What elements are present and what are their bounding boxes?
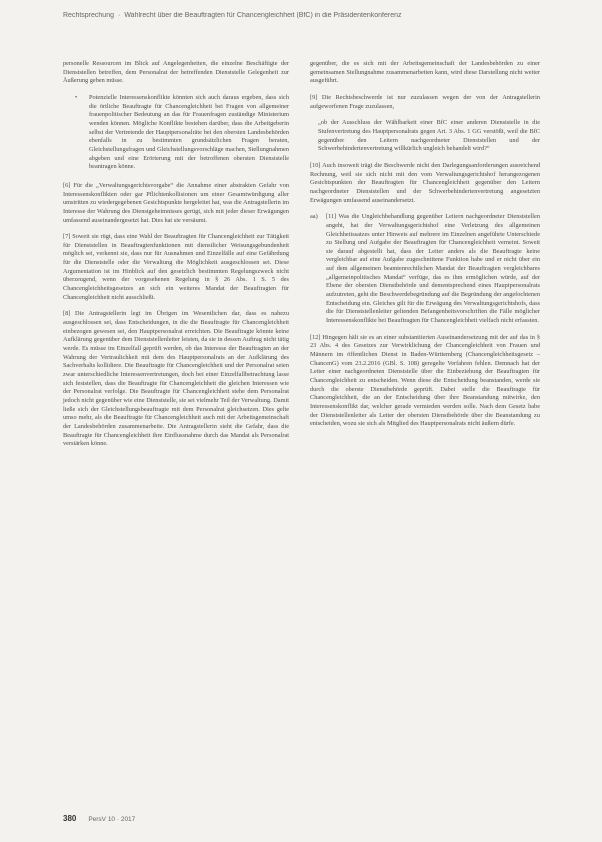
bullet-dot-icon: • — [75, 93, 78, 101]
paragraph-9: [9] Die Rechtsbeschwerde ist nur zuzulassen wegen der von der Antragstellerin aufgeworfenen Frage zuzulassen, — [310, 93, 540, 110]
section-aa — [310, 213, 540, 326]
left-column — [63, 60, 289, 457]
right-intro-paragraph: gegenüber, die es sich mit der Arbeitsgemeinschaft der Landesbehörden zu einer gemeinsamen Stellungnahme zusammenarbeiten kann, wird diese Darstellung nicht weiter ausgeführt. — [310, 60, 540, 85]
paragraph-7: [7] Soweit sie rügt, dass eine Wahl der Beauftragten für Chancengleichheit zur Tätigkeit für Dienststellen in Beauftragtenfunktionen mit dienstlicher Weisungsgebundenheit möglich sei, verkennt sie, dass nur für Ausnahmen und Einzelfälle auf eine Gefährdung für die Dienststelle oder die Verwaltung die Möglichkeit ausgeschlossen sei. Diese Argumentation ist im Hinblick auf den gesetzlich bestimmten Regelungszweck nicht überzeugend, wenn der vorgesehenen Regelung in § 26 Abs. 1 S. 5 des Chancengleichheitsgesetzes an sich ein weiteres Mandat der Beauftragten für Chancengleichheit nicht ausschließt. — [63, 233, 289, 301]
paragraph-10: [10] Auch insoweit trägt die Beschwerde nicht den Darlegungsanforderungen ausreichend Rechnung, weil sie sich nicht mit den vom Verwaltungsgerichtshof herangezogenen Gesichtspunkten der Beauftragten für Chancengleichheit gegenüber den Leitern nachgeordneter Dienststellen und der Schwerbehindertenvertretung angesetzten Erwägungen umfassend auseinandersetzt. — [310, 161, 540, 204]
left-intro-paragraph: personelle Ressourcen im Blick auf Angelegenheiten, die einzelne Beschäftigte der Dienststellen betreffen, dem Personalrat der betreffenden Dienststelle Gelegenheit zur Äußerung geben müsse. — [63, 60, 289, 85]
page-number: 380 — [63, 814, 77, 823]
paragraph-12: [12] Hingegen hält sie es an einer substantiierten Auseinandersetzung mit der auf das in § 23 Abs. 4 des Gesetzes zur Verwirklichung der Chancengleichheit von Frauen und Männern im öffentlichen Dienst in Baden-Württemberg (Chancengleichheitsgesetz – ChancenG) vom 23.2.2016 (GBl. S. 108) geregelte Verfahren fehlen. Demnach hat der Leiter einer nachgeordneten Dienststelle über die Einbeziehung der Beauftragten für Chancengleichheit zu entscheiden. Wenn diese die Entscheidung beanstanden, werde sie durch die oberste Dienstbehörde geprüft. Dabei stelle die Beauftragte für Chancengleichheit, die an der Entscheidung über ihre Beanstandung mitwirke, den Interessenskonflikt dar, welcher gerade vermieden werden solle. Nach dem Gesetz habe der Dienststellenleiter als Leiter der obersten Dienstbehörde über die Beanstandung zu entscheiden, wozu sie sich als Mitglied des Hauptpersonalrats nicht äußern dürfe. — [310, 333, 540, 428]
running-header — [63, 12, 543, 19]
paragraph-6: [6] Für die „Verwaltungsgerichtsvorgabe“ die Annahme einer abstrakten Gefahr von Interessenskonflikten oder gar Pflichtenkollisionen um einer Gesamtwürdigung aller umstritten zu wiedergegebenen Gesichtspunkte hergeleitet hat, was die Antragstellerin im Interesse der Wahrung des Dienstgeheimnisses gerügt, sich mit jeder dieser Erwägungen umfassend auseinandergesetzt hat. Dies hat sie versäumt. — [63, 181, 289, 224]
page-footer — [63, 814, 135, 823]
header-separator: · — [117, 12, 121, 19]
quoted-question: „ob der Ausschluss der Wählbarkeit einer BfC einer anderen Dienststelle in die Stufenvertretung des Hauptpersonalrats gegen Art. 3 Abs. 1 GG verstößt, weil die BfC gegenüber den Leitern nachgeordneter Dienststellen und der Schwerbehindertenvertretung willkürlich ungleich behandelt wird?“ — [318, 119, 540, 153]
header-title: Wahlrecht über die Beauftragten für Chancengleichheit (BfC) in die Präsidentenkonferenz — [124, 12, 402, 19]
paragraph-8: [8] Die Antragstellerin legt im Übrigen im Wesentlichen dar, dass es nahezu ausgeschlossen sei, dass Entscheidungen, in die die Beauftragte für Chancengleichheit einbezogen gewesen sei, den Hauptpersonalrat erreichten. Die Beauftragte könnte keine Aufklärung gegenüber dem Dienststellenleiter leisten, da sie in dessen Auftrag nicht tätig werde. Es müsse im Einzelfall geprüft werden, ob das Interesse der Beauftragten an der Wahrung der Vertraulichkeit mit dem des Hauptpersonalrats an der Aufklärung des Sachverhalts kollidiere. Die Beauftragte für Chancengleichheit und der Personalrat seien zwar unterschiedliche Interessenvertretungen, doch bei einer Einzelfallbetrachtung lasse sich feststellen, dass die Beauftragte für Chancengleichheit die gleichen Interessen wie der Personalrat verfolge. Die Beauftragte für Chancengleichheit stehe dem Personalrat jedoch nicht gegenüber wie eine Dienststelle, sie sei vielmehr Teil der Verwaltung. Damit ließe sich der Gleichstellungsbeauftragte mit dem Personalrat gleichsetzen. Dies gelte umso mehr, als die Beauftragte für Chancengleichheit auch mit der Arbeitsgemeinschaft der Landesbehörden zusammenarbeite. Die Antragstellerin sieht die Gefahr, dass die Beauftragte für Chancengleichheit ihre Einflussnahme durch das Mandat als Personalrat verstärken könne. — [63, 310, 289, 448]
journal-issue: PersV 10 · 2017 — [88, 816, 136, 823]
header-section: Rechtsprechung — [63, 12, 114, 19]
right-column — [310, 60, 540, 437]
bullet-item — [63, 94, 289, 172]
bullet-text: Potenzielle Interessenskonflikte könnten sich auch daraus ergeben, dass sich die örtliche Beauftragte für Chancengleichheit bei Fragen von allgemeiner frauenpolitischer Bedeutung an das für Frauenfragen zuständige Ministerium wenden können. Mögliche Konflikte bestehen darüber, dass die Arbeitgeberin selbst der Vertretende der Hauptpersonalräte bei den obersten Landesbehörden ebenfalls in zu bestimmten grundsätzlichen Fragen beraten, Gleichstellungsfragen und Gleichstellungsvorschläge machen, Stellungnahmen abgeben und eine Erörterung mit der betroffenen obersten Dienststelle beantragen könne. — [89, 93, 289, 171]
paragraph-11: [11] Was die Ungleichbehandlung gegenüber Leitern nachgeordneter Dienststellen angeht, hat der Verwaltungsgerichtshof eine Verletzung des allgemeinen Gleichheitssatzes unter Hinweis auf mehrere im Einzelnen angeführte Unterschiede zu Stellung und Aufgabe der Beauftragten für Chancengleichheit verneint. Soweit sie darauf abgestellt hat, dass der Leiter anders als die Beauftragte keine vergleichbar auf eine Aufgabe zugeschnittene Funktion habe und er nicht über ein auf dem allgemeinen beamtenrechtlichen Mandat der Beauftragten vergleichbares „allgemeinpolitisches Mandat“ verfüge, das es ihm ermöglichen würde, auf der Ebene der obersten Dienstbehörde und dementsprechend eines Hauptpersonalrats aufzutreten, geht die Beschwerdebegründung auf die Begründung der angefochtenen Entscheidung ein. Gleiches gilt für die Erwägung des Verwaltungsgerichtshofs, dass die für Dienststellenleiter geltenden Befangenheitsvorschriften die Fälle möglicher Interessenskonflikte bei Beauftragten für Chancengleichheit vielfach nicht erfassten. — [326, 213, 540, 325]
section-aa-marker: aa) — [310, 213, 318, 221]
bullet-list — [63, 94, 289, 172]
